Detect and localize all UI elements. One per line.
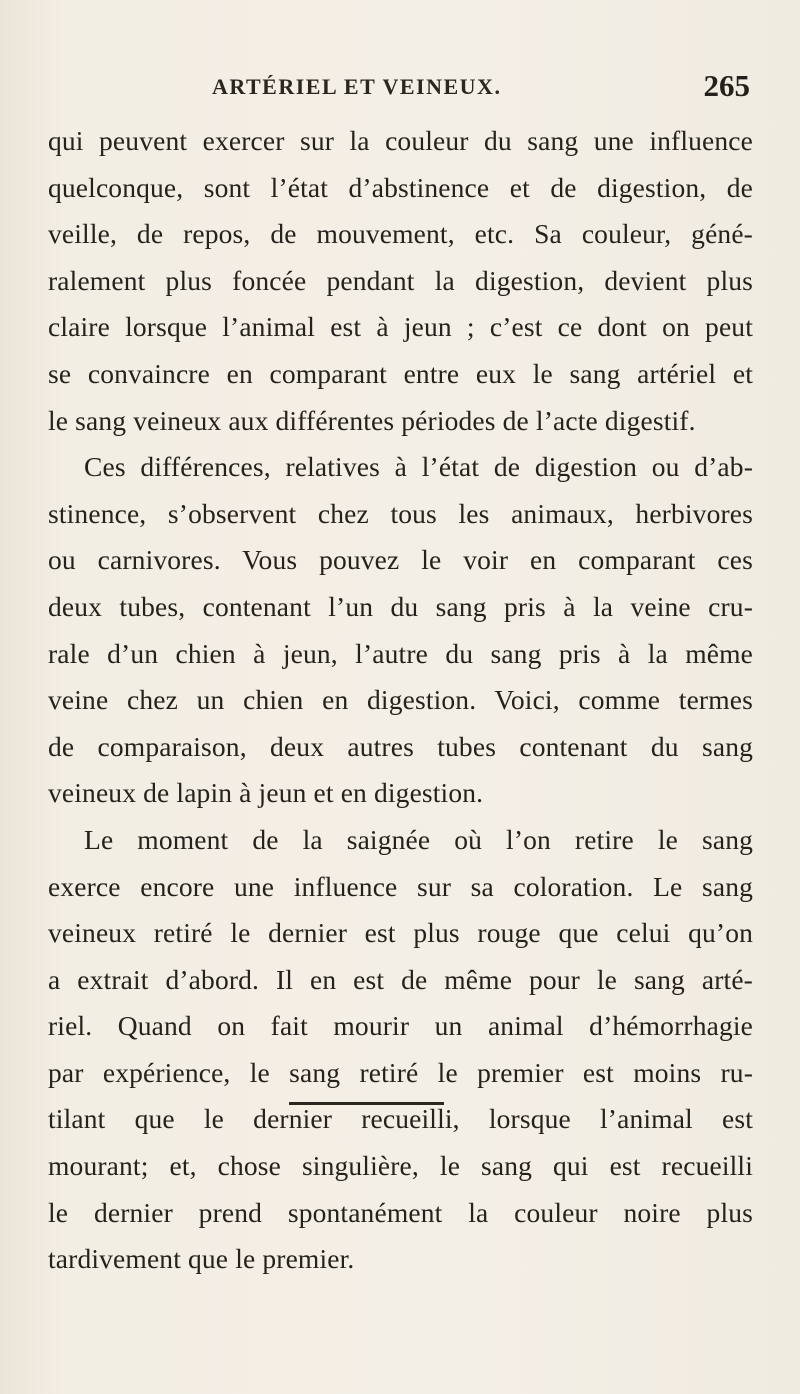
text-line: veineux de lapin à jeun et en digestion. (48, 777, 484, 809)
end-rule (289, 1102, 444, 1105)
text-line: ou carnivores. Vous pouvez le voir en comparant ces (48, 544, 753, 576)
text-line: quelconque, sont l’état d’abstinence et de digestion, de (48, 171, 753, 203)
text-line: de comparaison, deux autres tubes contenant du sang (48, 730, 753, 762)
text-line: veine chez un chien en digestion. Voici, comme termes (48, 684, 753, 716)
text-line: claire lorsque l’animal est à jeun ; c’est ce dont on peut (48, 311, 753, 343)
text-line: a extrait d’abord. Il en est de même pour le sang arté- (48, 963, 753, 995)
text-line: se convaincre en comparant entre eux le sang artériel et (48, 357, 753, 389)
text-line: veineux retiré le dernier est plus rouge que celui qu’on (48, 917, 753, 949)
text-line: stinence, s’observent chez tous les animaux, herbivores (48, 497, 753, 529)
text-line: veille, de repos, de mouvement, etc. Sa couleur, géné- (48, 218, 753, 250)
paragraph-start-line: Ces différences, relatives à l’état de digestion ou d’ab- (84, 451, 753, 483)
text-line: tilant que le dernier recueilli, lorsque l’animal est (48, 1103, 753, 1135)
text-line: rale d’un chien à jeun, l’autre du sang pris à la même (48, 637, 753, 669)
text-line: tardivement que le premier. (48, 1243, 355, 1275)
text-line: le dernier prend spontanément la couleur noire plus (48, 1196, 753, 1228)
paragraph-start-line: Le moment de la saignée où l’on retire le sang (84, 823, 753, 855)
text-line: riel. Quand on fait mourir un animal d’hémorrhagie (48, 1010, 753, 1042)
text-line: exerce encore une influence sur sa coloration. Le sang (48, 870, 753, 902)
text-line: qui peuvent exercer sur la couleur du sang une influence (48, 125, 753, 156)
text-line: deux tubes, contenant l’un du sang pris à la veine cru- (48, 590, 753, 622)
page-header (60, 68, 750, 108)
text-line: le sang veineux aux différentes périodes de l’acte digestif. (48, 404, 696, 436)
body-text (48, 118, 753, 1283)
text-line: par expérience, le sang retiré le premier est moins ru- (48, 1056, 753, 1088)
page-number: 265 (703, 68, 750, 103)
text-line: ralement plus foncée pendant la digestion, devient plus (48, 264, 753, 296)
running-head: ARTÉRIEL ET VEINEUX. (212, 74, 502, 99)
text-line: mourant; et, chose singulière, le sang qui est recueilli (48, 1150, 753, 1182)
